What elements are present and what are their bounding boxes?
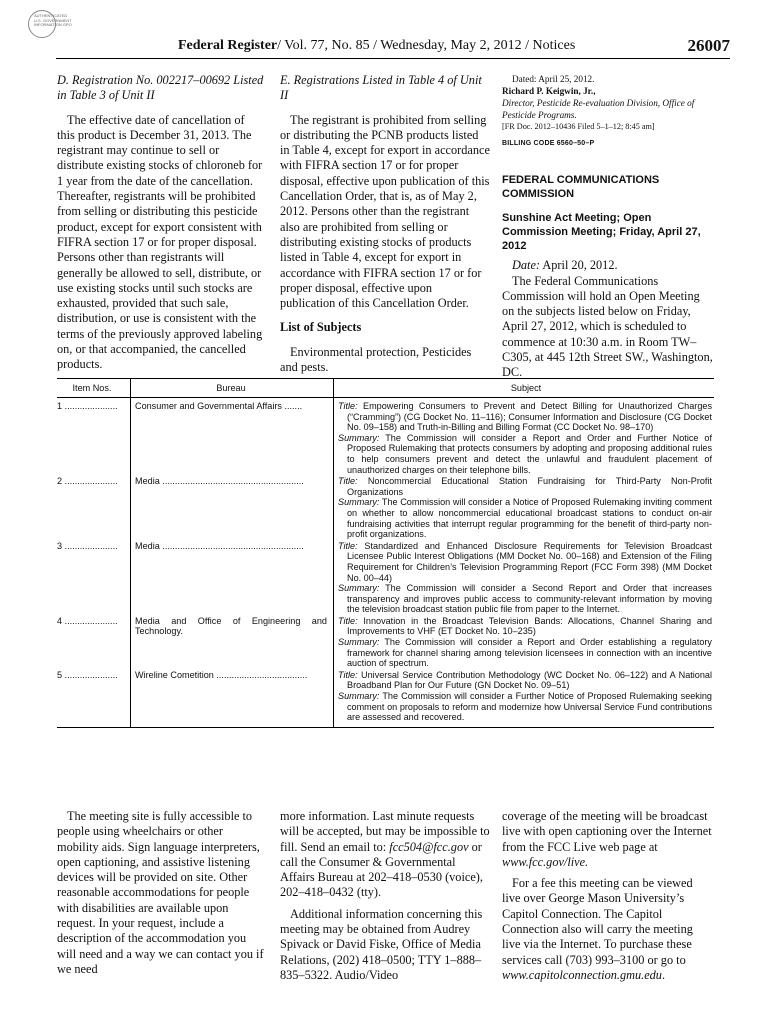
- column-3: [502, 73, 714, 381]
- table-row: [57, 670, 714, 723]
- item-number: 5 .....................: [57, 669, 118, 680]
- requests-paragraph: more information. Last minute requests will be accepted, but may be impossible to fill. Send an email to: fcc504@fcc.gov or call the Consumer & Governmental Affairs Bureau at 202–418–0530 (voice), 202–418–0432 (tty).: [280, 809, 490, 900]
- subject-title: Title: Noncommercial Educational Station Fundraising for Third-Party Non-Profit Organizations: [338, 476, 712, 497]
- list-of-subjects-heading: List of Subjects: [280, 320, 362, 335]
- notice-intro: The Federal Communications Commission will hold an Open Meeting on the subjects listed below on Friday, April 27, 2012, which is scheduled to commence at 10:30 a.m. in Room TW–C305, at 445 12th Street SW., Washington, DC.: [502, 273, 713, 380]
- fr-doc-line: [FR Doc. 2012–10436 Filed 5–1–12; 8:45 am]: [502, 122, 655, 131]
- header-item-nos: Item Nos.: [72, 383, 112, 393]
- page-number: 26007: [687, 36, 730, 55]
- subject-title: Title: Empowering Consumers to Prevent and Detect Billing for Unauthorized Charges (“Cramming”) (CG Docket No. 11–116); Consumer Information and Disclosure (CG Docket No. 09–158) and Truth-in-Billing and Billing Format (CC Docket No. 98–170): [338, 401, 712, 433]
- subject-title: Title: Universal Service Contribution Methodology (WC Docket No. 06–122) and A National Broadband Plan for Our Future (GN Docket No. 09–51): [338, 669, 712, 691]
- contact-paragraph: Additional information concerning this meeting may be obtained from Audrey Spivack or David Fiske, Office of Media Relations, (202) 418–0500; TTY 1–888–835–5322. Audio/Video: [280, 906, 483, 982]
- subject-summary: Summary: The Commission will consider a Further Notice of Proposed Rulemaking seeking comment on proposals to reform and modernize how Universal Service Fund contributions are assessed and recovered.: [338, 691, 712, 723]
- table-row: [57, 541, 714, 615]
- subject-cell: [338, 670, 714, 723]
- fcc-live-link[interactable]: www.fcc.gov/live.: [502, 854, 589, 869]
- item-number: 4 .....................: [57, 615, 118, 626]
- column-1: [57, 73, 265, 373]
- journal-name: Federal Register: [178, 38, 278, 53]
- subject-title: Title: Innovation in the Broadcast Television Bands: Allocations, Channel Sharing and Improvements to VHF (ET Docket No. 10–235): [338, 615, 712, 637]
- item-number: 3 .....................: [57, 540, 118, 551]
- bottom-column-3: [502, 809, 714, 983]
- item-number: 2 .....................: [57, 476, 118, 487]
- section-d-heading: D. Registration No. 002217–00692 Listed in Table 3 of Unit II: [57, 73, 264, 103]
- list-of-subjects-text: Environmental protection, Pesticides and pests.: [280, 344, 472, 375]
- page-header: [56, 34, 730, 59]
- issue-info: / Vol. 77, No. 85 / Wednesday, May 2, 2012 / Notices: [277, 38, 576, 53]
- subject-title: Title: Standardized and Enhanced Disclosure Requirements for Television Broadcast Licensee Public Interest Obligations (MM Docket No. 00–168) and Extension of the Filing Requirement for Children’s Television Programming Report (FCC Form 398) (MM Docket No. 00–44): [338, 540, 712, 583]
- subject-cell: [338, 476, 714, 540]
- signer-name: Richard P. Keigwin, Jr.,: [502, 86, 596, 96]
- bureau-cell: Wireline Cometition ....................................: [135, 669, 308, 680]
- header-subject: Subject: [510, 383, 542, 393]
- table-row: [57, 616, 714, 669]
- section-e-heading: E. Registrations Listed in Table 4 of Unit II: [280, 73, 482, 103]
- date-label: Date:: [512, 258, 540, 273]
- capitol-connection-link[interactable]: www.capitolconnection.gmu.edu: [502, 967, 662, 982]
- item-number: 1 .....................: [57, 401, 118, 411]
- bureau-cell: Media and Office of Engineering and Technology.: [135, 615, 327, 637]
- subject-cell: [338, 616, 714, 669]
- agenda-table: [57, 378, 714, 728]
- bottom-column-2: [280, 809, 490, 983]
- table-row: [57, 476, 714, 540]
- subject-cell: [338, 401, 714, 475]
- column-2: [280, 73, 490, 375]
- subject-summary: Summary: The Commission will consider a Report and Order establishing a regulatory framework for channel sharing among television licensees in connection with an incentive auction of spectrum.: [338, 637, 712, 669]
- logo-text: AUTHENTICATED U.S. GOVERNMENT INFORMATION GPO: [34, 13, 72, 27]
- bureau-cell: Media ........................................................: [135, 540, 304, 551]
- billing-code: BILLING CODE 6560–50–P: [502, 140, 595, 147]
- subject-summary: Summary: The Commission will consider a Notice of Proposed Rulemaking inviting comment on whether to allow noncommercial educational broadcast stations to conduct on-air fundraising activities that interrupt regular programming for the benefit of third-party non-profit organizations.: [338, 497, 712, 540]
- bureau-cell: Media ........................................................: [135, 476, 304, 487]
- notice-date: [502, 258, 714, 273]
- section-e-paragraph: The registrant is prohibited from selling or distributing the PCNB products listed in Table 4, except for export in accordance with FIFRA section 17 or for proper disposal, effective upon publication of this Cancellation Order, that is, as of May 2, 2012. Persons other than the registrant also are prohibited from selling or distributing existing stocks of products listed in Table 4, except for export in accordance with FIFRA section 17 or for proper disposal, effective upon publication of this Cancellation Order.: [280, 112, 490, 311]
- subject-summary: Summary: The Commission will consider a Report and Order and Further Notice of Proposed Rulemaking that protects consumers by adopting and proposing additional rules to help consumers prevent and detect the unlawful and fraudulent placement of unauthorized charges on their telephone bills.: [338, 432, 712, 475]
- header-bureau: Bureau: [216, 383, 246, 393]
- section-d-paragraph: The effective date of cancellation of this product is December 31, 2013. The registrant may continue to sell or distribute existing stocks of chloroneb for 1 year from the date of the cancellation. Thereafter, registrants will be prohibited from selling or distributing this pesticide product, except for export consistent with FIFRA section 17 or for proper disposal. Persons other than registrants will generally be allowed to sell, distribute, or use existing stocks until such stocks are exhausted, provided that such sale, distribution, or use is consistent with the terms of the previously approved labeling on, or that accompanied, the cancelled products.: [57, 112, 263, 372]
- header-title: [178, 38, 575, 54]
- date-value: April 20, 2012.: [542, 258, 618, 273]
- agency-name: FEDERAL COMMUNICATIONS COMMISSION: [502, 174, 660, 201]
- subject-cell: [338, 541, 714, 615]
- table-body: [57, 398, 714, 727]
- bottom-column-1: [57, 809, 265, 977]
- bureau-cell: Consumer and Governmental Affairs .......: [135, 401, 303, 411]
- notice-subject: Sunshine Act Meeting; Open Commission Meeting; Friday, April 27, 2012: [502, 212, 701, 253]
- capitol-connection-paragraph: For a fee this meeting can be viewed live over George Mason University’s Capitol Connection. The Capitol Connection also will carry the meeting live via the Internet. To purchase these services call (703) 993–3100 or go to www.capitolconnection.gmu.edu.: [502, 876, 693, 982]
- coverage-paragraph: coverage of the meeting will be broadcast live with open captioning over the Internet from the FCC Live web page at www.fcc.gov/live.: [502, 809, 712, 869]
- signer-title: Director, Pesticide Re-evaluation Division, Office of Pesticide Programs.: [502, 98, 695, 120]
- accessibility-paragraph: The meeting site is fully accessible to people using wheelchairs or other mobility aids. Sign language interpreters, open captioning, and assistive listening devices will be provided on site. Other reasonable accommodations for people with disabilities are available upon request. In your request, include a description of the accommodation you will need and a way we can contact you if we need: [57, 809, 264, 976]
- subject-summary: Summary: The Commission will consider a Second Report and Order that increases transparency and improves public access to community-relevant information by moving the television broadcast station public file from paper to the Internet.: [338, 583, 712, 615]
- dated-line: Dated: April 25, 2012.: [512, 74, 595, 84]
- table-header: [57, 379, 714, 398]
- table-row: [57, 401, 714, 475]
- email-link[interactable]: fcc504@fcc.gov: [389, 839, 469, 854]
